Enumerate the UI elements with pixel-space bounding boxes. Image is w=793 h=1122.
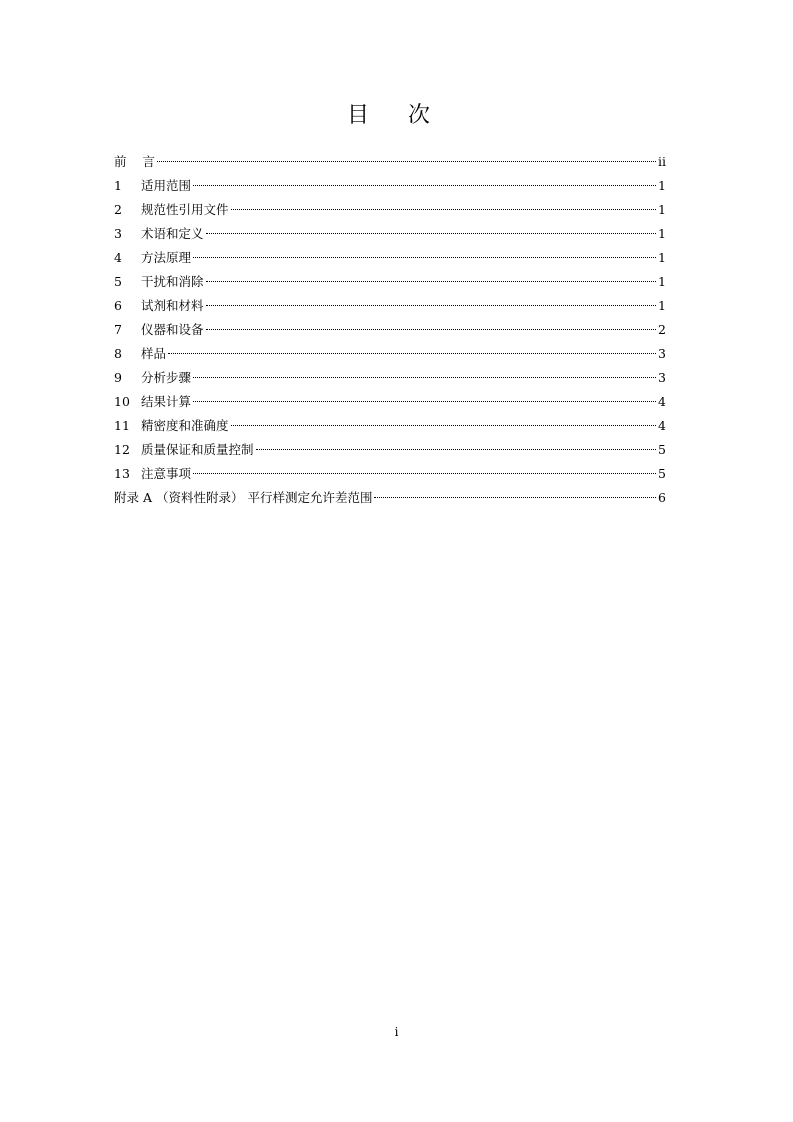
toc-entry-number: 5 [114, 274, 122, 289]
toc-leader-dots [256, 449, 657, 450]
toc-entry-label: 前 言 [114, 154, 155, 169]
toc-entry-9[interactable] [114, 366, 666, 390]
toc-entry-2[interactable] [114, 198, 666, 222]
toc-entry-10[interactable] [114, 390, 666, 414]
toc-leader-dots [231, 425, 657, 426]
toc-entry-7[interactable] [114, 318, 666, 342]
toc-entry-page: 5 [658, 466, 666, 481]
toc-entry-page: 1 [658, 178, 666, 193]
toc-leader-dots [157, 161, 656, 162]
toc-entry-foreword[interactable] [114, 150, 666, 174]
toc-entry-13[interactable] [114, 462, 666, 486]
toc-entry-number: 2 [114, 202, 122, 217]
toc-entry-4[interactable] [114, 246, 666, 270]
toc-entry-page: 3 [658, 346, 666, 361]
toc-entry-number: 3 [114, 226, 122, 241]
toc-leader-dots [231, 209, 657, 210]
toc-entry-number: 7 [114, 322, 122, 337]
toc-leader-dots [374, 497, 656, 498]
toc-entry-5[interactable] [114, 270, 666, 294]
toc-entry-label: 分析步骤 [141, 370, 192, 385]
toc-entry-label: 试剂和材料 [141, 298, 204, 313]
toc-entry-3[interactable] [114, 222, 666, 246]
toc-entry-page: ii [658, 154, 666, 169]
toc-entry-label: 适用范围 [141, 178, 192, 193]
toc-entry-label: 注意事项 [141, 466, 192, 481]
toc-entry-6[interactable] [114, 294, 666, 318]
toc-entry-number: 10 [114, 394, 130, 409]
toc-entry-label: 仪器和设备 [141, 322, 204, 337]
toc-entry-12[interactable] [114, 438, 666, 462]
toc-entry-page: 4 [658, 418, 666, 433]
toc-entry-appendix-a[interactable] [114, 486, 666, 510]
toc-entry-page: 3 [658, 370, 666, 385]
toc-entry-page: 1 [658, 298, 666, 313]
toc-entry-label: 方法原理 [141, 250, 192, 265]
toc-entry-page: 1 [658, 250, 666, 265]
toc-entry-label: 精密度和准确度 [141, 418, 229, 433]
toc-entry-page: 1 [658, 274, 666, 289]
page-title: 目 次 [347, 103, 446, 128]
toc-entry-label: 附录 A （资料性附录） 平行样测定允许差范围 [114, 490, 373, 505]
toc-entry-number: 8 [114, 346, 122, 361]
toc-entry-number: 6 [114, 298, 122, 313]
toc-leader-dots [193, 401, 656, 402]
toc-leader-dots [206, 329, 657, 330]
toc-entry-8[interactable] [114, 342, 666, 366]
toc-entry-page: 1 [658, 202, 666, 217]
toc-entry-label: 干扰和消除 [141, 274, 204, 289]
toc-entry-label: 结果计算 [141, 394, 192, 409]
toc-entry-label: 术语和定义 [141, 226, 204, 241]
toc-leader-dots [206, 233, 657, 234]
toc-entry-label: 规范性引用文件 [141, 202, 229, 217]
toc-entry-11[interactable] [114, 414, 666, 438]
toc-entry-number: 12 [114, 442, 130, 457]
toc-entry-page: 4 [658, 394, 666, 409]
toc-leader-dots [193, 257, 656, 258]
toc-entry-number: 11 [114, 418, 130, 433]
toc-entry-page: 5 [658, 442, 666, 457]
toc-entry-1[interactable] [114, 174, 666, 198]
toc-leader-dots [193, 377, 656, 378]
toc-entry-number: 13 [114, 466, 130, 481]
toc-entry-label: 样品 [141, 346, 167, 361]
page-number: i [394, 1025, 399, 1039]
toc-leader-dots [206, 305, 657, 306]
toc-leader-dots [193, 473, 656, 474]
toc-entry-page: 2 [658, 322, 666, 337]
toc-entry-label: 质量保证和质量控制 [141, 442, 254, 457]
toc-entry-page: 6 [658, 490, 666, 505]
toc-entry-number: 1 [114, 178, 122, 193]
toc-leader-dots [193, 185, 656, 186]
toc-entry-number: 4 [114, 250, 122, 265]
toc-leader-dots [168, 353, 656, 354]
table-of-contents [114, 150, 666, 510]
toc-entry-number: 9 [114, 370, 122, 385]
toc-leader-dots [206, 281, 657, 282]
toc-entry-page: 1 [658, 226, 666, 241]
